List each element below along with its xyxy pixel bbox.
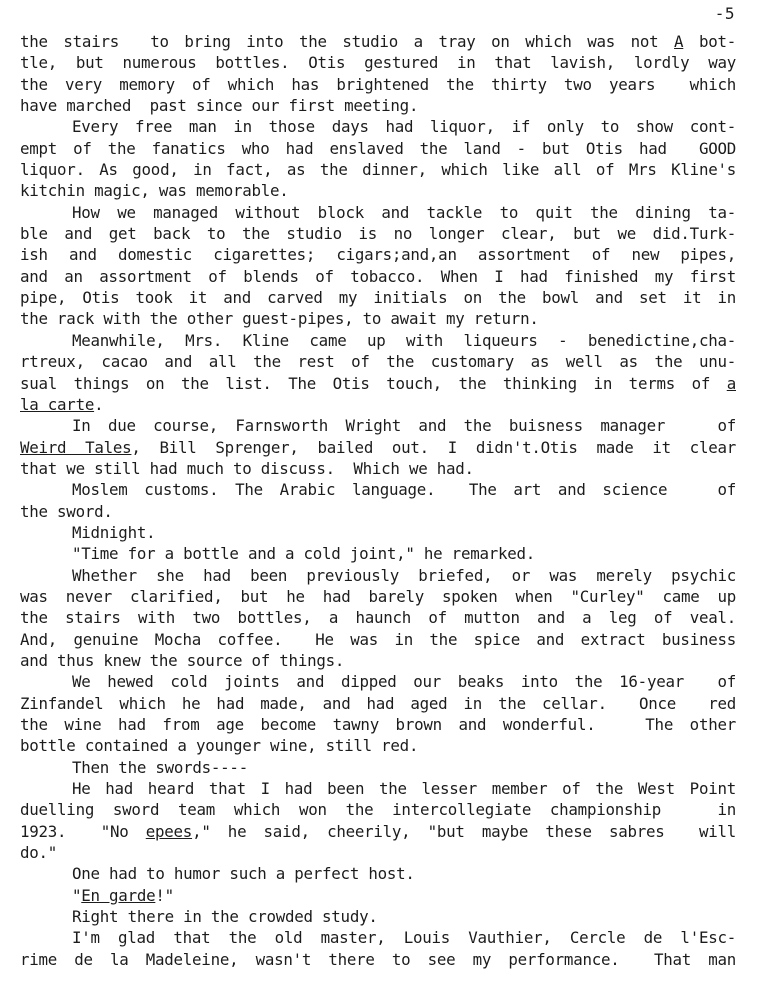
text-segment: the wine had from age become tawny brown and wonderful. The other xyxy=(20,715,736,734)
text-line xyxy=(20,501,736,522)
text-segment: He had heard that I had been the lesser member of the West Point xyxy=(72,779,736,799)
text-segment: that we still had much to discuss. Which we had. xyxy=(20,458,474,478)
text-segment: Every free man in those days had liquor, if only to show cont- xyxy=(72,117,736,137)
text-segment: Zinfandel which he had made, and had aged in the cellar. Once red xyxy=(20,693,736,713)
text-line xyxy=(20,799,736,820)
text-segment: , Bill Sprenger, bailed out. I didn't.Otis made it clear xyxy=(131,437,736,457)
text-segment: bottle contained a younger wine, still red. xyxy=(20,736,419,756)
text-line xyxy=(20,394,736,415)
text-segment: and an assortment of blends of tobacco. When I had finished my first xyxy=(20,266,736,286)
text-segment: tle, but numerous bottles. Otis gestured in that lavish, lordly way xyxy=(20,53,736,73)
text-line xyxy=(20,351,736,372)
text-segment: One had to humor such a perfect host. xyxy=(72,864,415,884)
text-line xyxy=(20,650,736,671)
text-segment: !" xyxy=(155,885,174,905)
page-number: -5 xyxy=(714,4,735,23)
text-line xyxy=(20,287,736,308)
text-line xyxy=(20,95,736,116)
underlined-text: A xyxy=(674,32,684,51)
text-segment: Right there in the crowded study. xyxy=(72,907,378,927)
text-segment: ," he said, cheerily, "but maybe these sabres will xyxy=(192,821,736,841)
text-segment: rtreux, cacao and all the rest of the customary as well as the unu- xyxy=(20,352,736,372)
text-line xyxy=(20,74,736,95)
text-line xyxy=(20,906,736,927)
text-line xyxy=(20,693,736,714)
text-segment: liquor. As good, in fact, as the dinner, which like all of Mrs Kline's xyxy=(20,160,736,180)
text-line xyxy=(20,671,736,692)
text-line xyxy=(20,308,736,329)
text-segment: duelling sword team which won the intercollegiate championship in xyxy=(20,800,736,820)
text-segment: Then the swords---- xyxy=(72,757,248,777)
text-line xyxy=(20,223,736,244)
text-segment: Whether she had been previously briefed, or was merely psychic xyxy=(72,565,736,585)
underlined-text: Weird Tales xyxy=(20,437,132,457)
text-segment: Moslem customs. The Arabic language. The art and science of xyxy=(72,480,736,500)
text-line xyxy=(20,138,736,159)
text-line xyxy=(20,735,736,756)
text-segment: Meanwhile, Mrs. Kline came up with liqueurs - benedictine,cha- xyxy=(72,330,736,350)
text-line xyxy=(20,949,736,970)
text-segment: the rack with the other guest-pipes, to await my return. xyxy=(20,309,539,329)
text-segment: and thus knew the source of things. xyxy=(20,650,345,670)
text-segment: the sword. xyxy=(20,501,113,521)
text-line xyxy=(20,842,736,863)
text-segment: Midnight. xyxy=(72,522,156,542)
text-line xyxy=(20,244,736,265)
text-segment: How we managed without block and tackle to quit the dining ta- xyxy=(72,202,736,222)
text-line xyxy=(20,479,736,500)
text-segment: "Time for a bottle and a cold joint," he remarked. xyxy=(72,544,536,564)
underlined-text: la carte xyxy=(20,394,95,414)
text-line xyxy=(20,778,736,799)
text-line xyxy=(20,373,736,394)
text-line xyxy=(20,629,736,650)
text-segment: rime de la Madeleine, wasn't there to see my performance. That man xyxy=(20,949,736,969)
text-line xyxy=(20,330,736,351)
text-segment: bot- xyxy=(683,32,736,51)
text-line xyxy=(20,543,736,564)
text-line xyxy=(20,885,736,906)
text-line xyxy=(20,607,736,628)
text-segment: kitchin magic, was memorable. xyxy=(20,181,289,201)
text-line xyxy=(20,565,736,586)
text-line xyxy=(20,821,736,842)
text-segment: the very memory of which has brightened the thirty two years which xyxy=(20,74,736,94)
text-segment: pipe, Otis took it and carved my initials on the bowl and set it in xyxy=(20,288,736,308)
text-segment: . xyxy=(94,394,104,414)
text-line xyxy=(20,180,736,201)
text-segment: ble and get back to the studio is no longer clear, but we did.Turk- xyxy=(20,224,736,244)
text-line xyxy=(20,437,736,458)
text-segment: I'm glad that the old master, Louis Vauthier, Cercle de l'Esc- xyxy=(72,928,736,948)
text-segment: We hewed cold joints and dipped our beaks into the 16-year of xyxy=(72,672,736,692)
text-line xyxy=(20,586,736,607)
text-segment: have marched past since our first meeting. xyxy=(20,96,419,116)
text-segment: " xyxy=(72,885,82,905)
text-segment: the stairs to bring into the studio a tray on which was not xyxy=(20,32,675,51)
text-line xyxy=(20,863,736,884)
text-line xyxy=(20,202,736,223)
text-line xyxy=(20,159,736,180)
text-segment: the stairs with two bottles, a haunch of mutton and a leg of veal. xyxy=(20,608,736,628)
underlined-text: En garde xyxy=(81,885,156,905)
text-line xyxy=(20,522,736,543)
text-segment: And, genuine Mocha coffee. He was in the spice and extract business xyxy=(20,629,736,649)
text-segment: 1923. "No xyxy=(20,821,146,841)
text-line xyxy=(20,266,736,287)
text-line xyxy=(20,415,736,436)
underlined-text: a xyxy=(726,373,736,393)
text-line xyxy=(20,31,736,52)
underlined-text: epees xyxy=(145,821,193,841)
text-line xyxy=(20,52,736,73)
text-segment: was never clarified, but he had barely spoken when "Curley" came up xyxy=(20,586,736,606)
text-line xyxy=(20,458,736,479)
text-segment: In due course, Farnsworth Wright and the buisness manager of xyxy=(72,416,736,436)
typed-page-body xyxy=(20,31,736,970)
text-line xyxy=(20,714,736,735)
text-line xyxy=(20,116,736,137)
text-line xyxy=(20,757,736,778)
text-line xyxy=(20,927,736,948)
text-segment: ish and domestic cigarettes; cigars;and,an assortment of new pipes, xyxy=(20,245,736,265)
text-segment: do." xyxy=(20,843,58,863)
text-segment: sual things on the list. The Otis touch, the thinking in terms of xyxy=(20,373,727,393)
text-segment: empt of the fanatics who had enslaved the land - but Otis had GOOD xyxy=(20,138,736,158)
